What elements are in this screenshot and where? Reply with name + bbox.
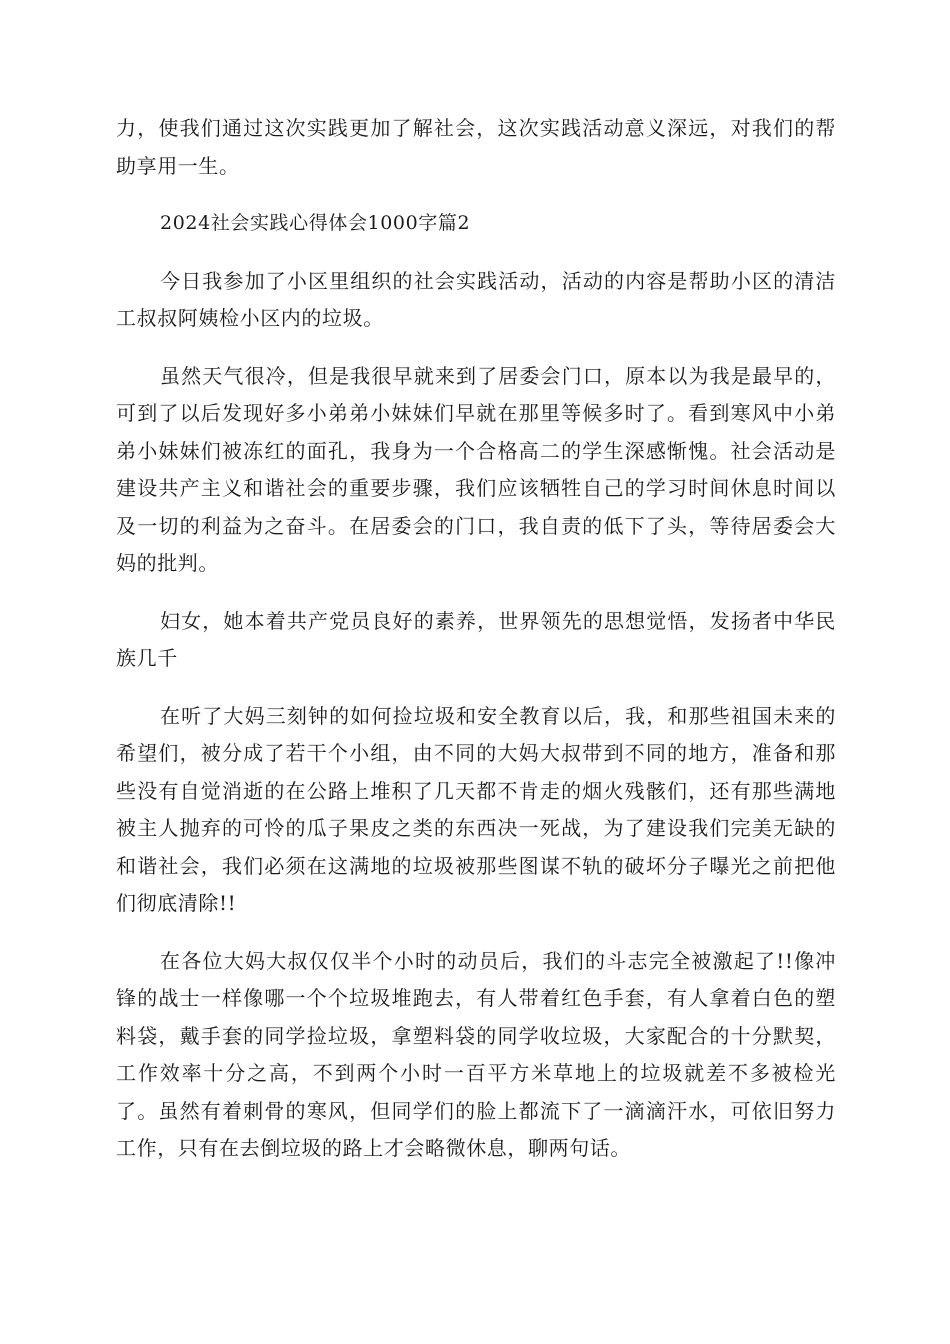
paragraph: 虽然天气很冷，但是我很早就来到了居委会门口，原本以为我是最早的，可到了以后发现好多小弟弟小妹妹们早就在那里等候多时了。看到寒风中小弟弟小妹妹们被冻红的面孔，我身为一个合格高二的学生深感惭愧。社会活动是建设共产主义和谐社会的重要步骤，我们应该牺牲自己的学习时间休息时间以及一切的利益为之奋斗。在居委会的门口，我自责的低下了头，等待居委会大妈的批判。	[116, 363, 836, 575]
section-heading: 2024社会实践心得体会1000字篇2	[160, 212, 471, 234]
paragraph: 在听了大妈三刻钟的如何捡垃圾和安全教育以后，我，和那些祖国未来的希望们，被分成了若干个小组，由不同的大妈大叔带到不同的地方，准备和那些没有自觉消逝的在公路上堆积了几天都不肯走的烟火残骸们，还有那些满地被主人抛弃的可怜的瓜子果皮之类的东西决一死战，为了建设我们完美无缺的和谐社会，我们必须在这满地的垃圾被那些图谋不轨的破坏分子曝光之前把他们彻底清除!!	[116, 703, 836, 915]
paragraph: 今日我参加了小区里组织的社会实践活动，活动的内容是帮助小区的清洁工叔叔阿姨检小区内的垃圾。	[116, 268, 836, 330]
paragraph-continuation: 力，使我们通过这次实践更加了解社会，这次实践活动意义深远，对我们的帮助享用一生。	[116, 116, 836, 178]
document-page	[116, 110, 836, 1188]
paragraph: 在各位大妈大叔仅仅半个小时的动员后，我们的斗志完全被激起了!!像冲锋的战士一样像哪一个个垃圾堆跑去，有人带着红色手套，有人拿着白色的塑料袋，戴手套的同学捡垃圾，拿塑料袋的同学收垃圾，大家配合的十分默契，工作效率十分之高，不到两个小时一百平方米草地上的垃圾就差不多被检光了。虽然有着刺骨的寒风，但同学们的脸上都流下了一滴滴汗水，可依旧努力工作，只有在去倒垃圾的路上才会略微休息，聊两句话。	[116, 948, 836, 1160]
paragraph: 妇女，她本着共产党员良好的素养，世界领先的思想觉悟，发扬者中华民族几千	[116, 608, 836, 670]
